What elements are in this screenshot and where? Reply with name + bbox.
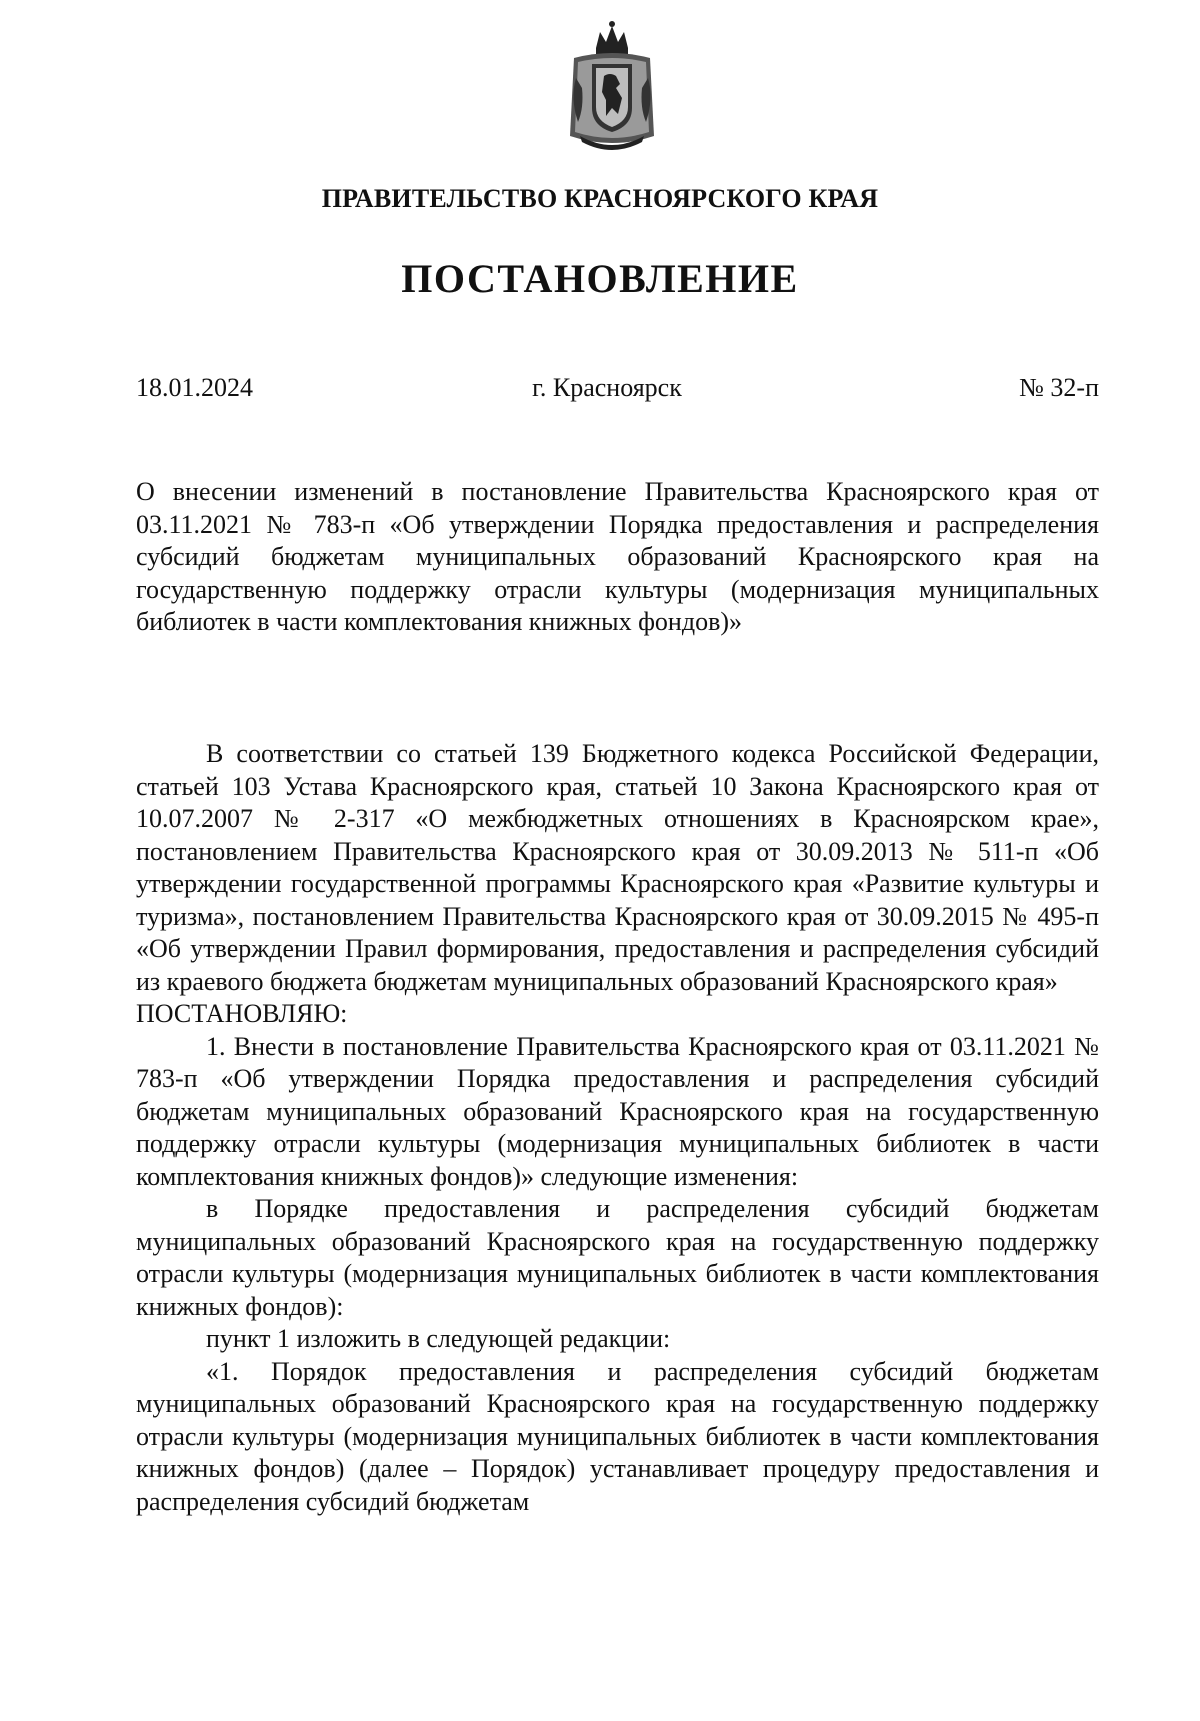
quoted-point-1-paragraph: «1. Порядок предоставления и распределения субсидий бюджетам муниципальных образований Красноярского края на государственную поддержку отрасли культуры (модернизация муниципальных библиотек в части комплектования книжных фондов) (далее – Порядок) устанавливает процедуру предоставления и распределения субсидий бюджетам — [136, 1356, 1099, 1516]
document-type-heading: ПОСТАНОВЛЕНИЕ — [401, 256, 799, 301]
document-title: О внесении изменений в постановление Правительства Красноярского края от 03.11.2021 № 783-п «Об утверждении Порядка предоставления и распределения субсидий бюджетам муниципальных образований Красноярского края на государственную поддержку отрасли культуры (модернизация муниципальных библиотек в части комплектования книжных фондов)» — [136, 477, 1099, 636]
document-date: 18.01.2024 — [136, 373, 253, 402]
preamble-paragraph: В соответствии со статьей 139 Бюджетного кодекса Российской Федерации, статьей 103 Устава Красноярского края, статьей 10 Закона Красноярского края от 10.07.2007 № 2-317 «О межбюджетных отношениях в Красноярском крае», постановлением Правительства Красноярского края от 30.09.2013 № 511-п «Об утверждении государственной программы Красноярского края «Развитие культуры и туризма», постановлением Правительства Красноярского края от 30.09.2015 № 495-п «Об утверждении Правил формирования, предоставления и распределения субсидий из краевого бюджета бюджетам муниципальных образований Красноярского края» — [136, 739, 1099, 996]
document-number: № 32-п — [1019, 373, 1099, 402]
document-city: г. Красноярск — [532, 373, 682, 402]
resolve-word: ПОСТАНОВЛЯЮ: — [136, 999, 348, 1028]
document-title-block — [136, 476, 1099, 639]
organization-name: ПРАВИТЕЛЬСТВО КРАСНОЯРСКОГО КРАЯ — [321, 184, 879, 213]
document-body — [136, 738, 1099, 1518]
order-amendment-paragraph: в Порядке предоставления и распределения субсидий бюджетам муниципальных образований Красноярского края на государственную поддержку отрасли культуры (модернизация муниципальных библиотек в части комплектования книжных фондов): — [136, 1194, 1099, 1321]
point-1-paragraph: пункт 1 изложить в следующей редакции: — [206, 1324, 671, 1353]
krasnoyarsk-coat-of-arms-icon — [566, 18, 658, 154]
item-1-paragraph: 1. Внести в постановление Правительства Красноярского края от 03.11.2021 № 783-п «Об утверждении Порядка предоставления и распределения субсидий бюджетам муниципальных образований Красноярского края на государственную поддержку отрасли культуры (модернизация муниципальных библиотек в части комплектования книжных фондов)» следующие изменения: — [136, 1031, 1099, 1191]
